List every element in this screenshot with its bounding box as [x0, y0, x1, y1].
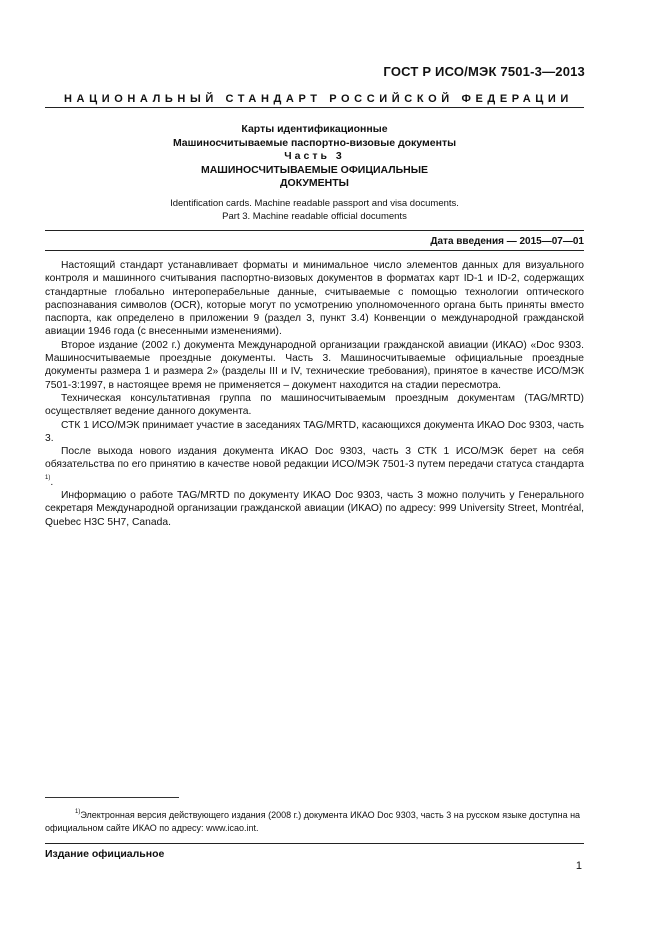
divider [45, 250, 584, 251]
national-standard-heading: НАЦИОНАЛЬНЫЙ СТАНДАРТ РОССИЙСКОЙ ФЕДЕРАЦИИ [64, 93, 573, 105]
paragraph [45, 445, 584, 489]
footnote-mark: 1) [75, 809, 81, 815]
paragraph-text: После выхода нового издания документа ИКАО Doc 9303, часть 3 СТК 1 ИСО/МЭК берет на себя обязательства по его принятию в качестве новой редакции ИСО/МЭК 7501-3 путем передачи статуса стандарта [45, 446, 584, 471]
introduction-date: Дата введения — 2015—07—01 [430, 236, 584, 247]
paragraph: Второе издание (2002 г.) документа Международной организации гражданской авиации (ИКАО) «Doc 9303. Машиносчитываемые проездные документы. Часть 3. Машиносчитываемые официальные проездные документы размера 1 и размера 2» (разделы III и IV, технические требования), принятое в качестве ИСО/МЭК 7501-3:1997, в настоящее время не применяется – документ находится на стадии пересмотра. [45, 339, 584, 391]
title-line: МАШИНОСЧИТЫВАЕМЫЕ ОФИЦИАЛЬНЫЕ [200, 163, 429, 176]
english-title-line: Part 3. Machine readable official documents [222, 211, 407, 222]
divider [45, 843, 584, 844]
english-title [45, 197, 584, 223]
footnote [45, 806, 584, 834]
title-line: Карты идентификационные [241, 123, 388, 135]
page-number: 1 [575, 860, 582, 872]
document-title [45, 123, 584, 191]
paragraph-end: . [50, 476, 54, 488]
footnote-reference[interactable]: 1) [45, 474, 51, 481]
divider [45, 230, 584, 231]
paragraph: Информацию о работе TAG/MRTD по документу ИКАО Doc 9303, часть 3 можно получить у Генерального секретаря Международной организации гражданской авиации (ИКАО) по адресу: 999 University Street, Montréal, Quebec H3C 5H7, Canada. [45, 490, 584, 528]
paragraph: Техническая консультативная группа по машиносчитываемым проездным документам (TAG/MRTD) осуществляет ведение данного документа. [45, 392, 584, 418]
paragraph: Настоящий стандарт устанавливает форматы и минимальное число элементов данных для визуального контроля и машинного считывания паспортно-визовых документов в форматах карт ID-1 и ID-2, содержащих стандартные глобально интероперабельные данные, считываемые с помощью технологии оптического распознавания символов (OCR), которые могут по усмотрению уполномоченного органа быть приняты вместо паспорта, как определено в приложении 9 (раздел 3, пункт 3.4) Конвенции о международной гражданской авиации 1946 года (с внесенными изменениями). [45, 260, 584, 338]
title-line: Машиносчитываемые паспортно-визовые документы [172, 136, 457, 149]
standard-code: ГОСТ Р ИСО/МЭК 7501-3—2013 [383, 64, 585, 79]
divider [45, 107, 584, 108]
document-body [45, 259, 584, 529]
footnote-divider [45, 797, 179, 798]
title-line: ДОКУМЕНТЫ [280, 177, 349, 189]
footnote-text: Электронная версия действующего издания (2008 г.) документа ИКАО Doc 9303, часть 3 на русском языке доступна на официальном сайте ИКАО по адресу: www.icao.int. [45, 810, 581, 833]
paragraph: СТК 1 ИСО/МЭК принимает участие в заседаниях TAG/MRTD, касающихся документа ИКАО Doc 9303, часть 3. [45, 419, 584, 444]
english-title-line: Identification cards. Machine readable passport and visa documents. [170, 198, 459, 209]
edition-label: Издание официальное [45, 848, 165, 860]
part-label: Часть 3 [284, 150, 345, 162]
